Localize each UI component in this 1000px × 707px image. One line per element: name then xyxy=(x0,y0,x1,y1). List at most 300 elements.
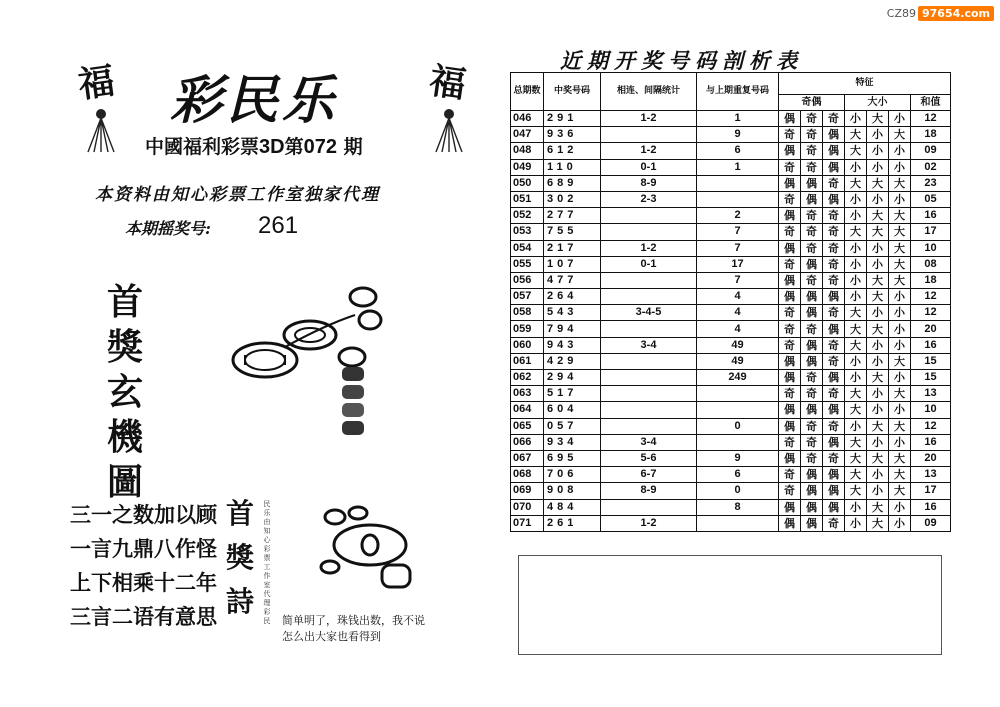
watermark-prefix: CZ89 xyxy=(886,6,916,20)
odd-even-cell: 奇 xyxy=(823,175,845,191)
table-row xyxy=(511,515,951,531)
winning-number-cell: 689 xyxy=(544,175,601,191)
gap-cell: 8-9 xyxy=(601,175,697,191)
odd-even-cell: 偶 xyxy=(823,467,845,483)
odd-even-cell: 奇 xyxy=(801,434,823,450)
sum-cell: 10 xyxy=(911,240,951,256)
issue-cell: 053 xyxy=(511,224,544,240)
odd-even-cell: 奇 xyxy=(779,191,801,207)
odd-even-cell: 奇 xyxy=(823,515,845,531)
table-row xyxy=(511,159,951,175)
big-small-cell: 小 xyxy=(845,289,867,305)
issue-cell: 048 xyxy=(511,143,544,159)
odd-even-cell: 偶 xyxy=(801,289,823,305)
issue-cell: 071 xyxy=(511,515,544,531)
odd-even-cell: 奇 xyxy=(823,337,845,353)
odd-even-cell: 奇 xyxy=(779,386,801,402)
table-row xyxy=(511,370,951,386)
tassel-icon xyxy=(432,108,466,154)
big-small-cell: 大 xyxy=(867,515,889,531)
big-small-cell: 小 xyxy=(889,305,911,321)
sum-cell: 05 xyxy=(911,191,951,207)
issue-cell: 066 xyxy=(511,434,544,450)
issue-prefix: 中國福利彩票 xyxy=(145,136,260,158)
big-small-cell: 小 xyxy=(867,402,889,418)
draw-label: 本期摇奖号: xyxy=(125,219,211,238)
puzzle-title-char: 首 xyxy=(106,281,143,323)
big-small-cell: 大 xyxy=(889,256,911,272)
big-small-cell: 小 xyxy=(845,191,867,207)
sum-cell: 09 xyxy=(911,515,951,531)
issue-line xyxy=(145,132,363,159)
odd-even-cell: 奇 xyxy=(779,321,801,337)
gap-cell xyxy=(601,370,697,386)
table-row xyxy=(511,191,951,207)
big-small-cell: 小 xyxy=(889,434,911,450)
odd-even-cell: 奇 xyxy=(823,208,845,224)
winning-number-cell: 264 xyxy=(544,289,601,305)
big-small-cell: 小 xyxy=(889,111,911,127)
odd-even-cell: 偶 xyxy=(779,418,801,434)
winning-number-cell: 934 xyxy=(544,434,601,450)
sum-cell: 13 xyxy=(911,467,951,483)
odd-even-cell: 奇 xyxy=(801,450,823,466)
big-small-cell: 大 xyxy=(889,483,911,499)
caption-line: 简单明了，珠钱出数，我不说 xyxy=(282,614,425,627)
sum-cell: 02 xyxy=(911,159,951,175)
big-small-cell: 大 xyxy=(889,127,911,143)
big-small-cell: 小 xyxy=(867,386,889,402)
sum-cell: 17 xyxy=(911,224,951,240)
odd-even-cell: 偶 xyxy=(801,191,823,207)
big-small-cell: 大 xyxy=(845,434,867,450)
vertical-note-char: 票 xyxy=(263,554,271,562)
winning-number-cell: 794 xyxy=(544,321,601,337)
issue-cell: 054 xyxy=(511,240,544,256)
repeat-cell: 1 xyxy=(697,159,779,175)
vertical-note-char: 室 xyxy=(263,581,271,589)
poem-caption xyxy=(282,613,425,645)
odd-even-cell: 偶 xyxy=(823,402,845,418)
winning-number-cell: 543 xyxy=(544,305,601,321)
header-issue: 总期数 xyxy=(511,73,544,111)
odd-even-cell: 奇 xyxy=(801,272,823,288)
issue-cell: 049 xyxy=(511,159,544,175)
repeat-cell: 9 xyxy=(697,450,779,466)
repeat-cell: 7 xyxy=(697,240,779,256)
poem-title xyxy=(225,492,255,624)
repeat-cell: 17 xyxy=(697,256,779,272)
vertical-note-char: 知 xyxy=(263,527,271,535)
big-small-cell: 大 xyxy=(845,175,867,191)
table-row xyxy=(511,321,951,337)
odd-even-cell: 奇 xyxy=(823,224,845,240)
vertical-note-char: 理 xyxy=(263,599,271,607)
gap-cell: 1-2 xyxy=(601,240,697,256)
draw-number: 261 xyxy=(258,212,299,239)
odd-even-cell: 偶 xyxy=(823,499,845,515)
winning-number-cell: 217 xyxy=(544,240,601,256)
big-small-cell: 小 xyxy=(867,337,889,353)
sum-cell: 20 xyxy=(911,321,951,337)
fu-character-right: 福 xyxy=(426,59,469,107)
odd-even-cell: 偶 xyxy=(801,467,823,483)
big-small-cell: 小 xyxy=(889,321,911,337)
big-small-cell: 小 xyxy=(867,240,889,256)
repeat-cell: 9 xyxy=(697,127,779,143)
repeat-cell xyxy=(697,175,779,191)
big-small-cell: 大 xyxy=(867,175,889,191)
odd-even-cell: 偶 xyxy=(779,289,801,305)
table-row xyxy=(511,483,951,499)
gap-cell: 5-6 xyxy=(601,450,697,466)
big-small-cell: 小 xyxy=(845,256,867,272)
odd-even-cell: 偶 xyxy=(779,143,801,159)
repeat-cell: 0 xyxy=(697,483,779,499)
sum-cell: 17 xyxy=(911,483,951,499)
big-small-cell: 小 xyxy=(889,143,911,159)
big-small-cell: 大 xyxy=(889,450,911,466)
table-body xyxy=(511,111,951,532)
winning-number-cell: 936 xyxy=(544,127,601,143)
winning-number-cell: 294 xyxy=(544,370,601,386)
issue-cell: 047 xyxy=(511,127,544,143)
big-small-cell: 小 xyxy=(867,483,889,499)
sum-cell: 12 xyxy=(911,111,951,127)
notes-box xyxy=(518,555,942,655)
odd-even-cell: 偶 xyxy=(779,515,801,531)
odd-even-cell: 偶 xyxy=(801,175,823,191)
gap-cell xyxy=(601,321,697,337)
header-repeat: 与上期重复号码 xyxy=(697,73,779,111)
odd-even-cell: 奇 xyxy=(779,224,801,240)
repeat-cell: 7 xyxy=(697,272,779,288)
odd-even-cell: 奇 xyxy=(801,111,823,127)
fu-character-left: 福 xyxy=(75,59,118,107)
puzzle-title-char: 圖 xyxy=(106,461,143,503)
big-small-cell: 小 xyxy=(845,208,867,224)
big-small-cell: 大 xyxy=(845,127,867,143)
issue-cell: 057 xyxy=(511,289,544,305)
table-row xyxy=(511,386,951,402)
odd-even-cell: 奇 xyxy=(823,272,845,288)
odd-even-cell: 偶 xyxy=(779,499,801,515)
issue-di: 第 xyxy=(284,136,304,158)
caption-line: 怎么出大家也看得到 xyxy=(282,630,381,643)
gap-cell: 3-4 xyxy=(601,337,697,353)
winning-number-cell: 110 xyxy=(544,159,601,175)
odd-even-cell: 偶 xyxy=(801,499,823,515)
big-small-cell: 小 xyxy=(867,159,889,175)
gap-cell: 0-1 xyxy=(601,159,697,175)
odd-even-cell: 奇 xyxy=(779,127,801,143)
gap-cell xyxy=(601,353,697,369)
repeat-cell xyxy=(697,386,779,402)
agent-line: 本资料由知心彩票工作室独家代理 xyxy=(95,185,380,205)
issue-cell: 056 xyxy=(511,272,544,288)
odd-even-cell: 偶 xyxy=(801,402,823,418)
gap-cell: 1-2 xyxy=(601,111,697,127)
table-row xyxy=(511,256,951,272)
big-small-cell: 大 xyxy=(845,402,867,418)
poem-line: 一言九鼎八作怪 xyxy=(70,537,217,561)
odd-even-cell: 奇 xyxy=(823,450,845,466)
odd-even-cell: 偶 xyxy=(823,143,845,159)
gap-cell xyxy=(601,289,697,305)
big-small-cell: 大 xyxy=(867,272,889,288)
big-small-cell: 小 xyxy=(889,402,911,418)
vertical-note xyxy=(262,500,272,626)
sum-cell: 13 xyxy=(911,386,951,402)
winning-number-cell: 517 xyxy=(544,386,601,402)
poem-title-char: 詩 xyxy=(225,585,254,618)
big-small-cell: 大 xyxy=(867,499,889,515)
gap-cell: 8-9 xyxy=(601,483,697,499)
poem-title-char: 獎 xyxy=(225,541,254,574)
sum-cell: 15 xyxy=(911,353,951,369)
tassel-icon xyxy=(84,108,118,154)
odd-even-cell: 偶 xyxy=(779,370,801,386)
table-row xyxy=(511,240,951,256)
big-small-cell: 大 xyxy=(867,111,889,127)
odd-even-cell: 偶 xyxy=(779,175,801,191)
odd-even-cell: 偶 xyxy=(779,111,801,127)
odd-even-cell: 偶 xyxy=(779,353,801,369)
big-small-cell: 大 xyxy=(889,418,911,434)
odd-even-cell: 奇 xyxy=(823,386,845,402)
gap-cell: 3-4 xyxy=(601,434,697,450)
big-small-cell: 大 xyxy=(889,240,911,256)
winning-number-cell: 107 xyxy=(544,256,601,272)
gap-cell xyxy=(601,386,697,402)
issue-cell: 060 xyxy=(511,337,544,353)
sum-cell: 12 xyxy=(911,289,951,305)
big-small-cell: 小 xyxy=(889,191,911,207)
odd-even-cell: 奇 xyxy=(801,159,823,175)
odd-even-cell: 奇 xyxy=(823,111,845,127)
big-small-cell: 小 xyxy=(889,289,911,305)
gap-cell: 2-3 xyxy=(601,191,697,207)
big-small-cell: 大 xyxy=(845,483,867,499)
odd-even-cell: 偶 xyxy=(801,353,823,369)
odd-even-cell: 奇 xyxy=(801,127,823,143)
big-small-cell: 小 xyxy=(867,127,889,143)
sum-cell: 16 xyxy=(911,434,951,450)
puzzle-title-char: 獎 xyxy=(106,326,143,368)
odd-even-cell: 偶 xyxy=(801,337,823,353)
odd-even-cell: 偶 xyxy=(779,272,801,288)
header-number: 中奖号码 xyxy=(544,73,601,111)
header-big-small: 大小 xyxy=(845,95,911,111)
big-small-cell: 小 xyxy=(889,337,911,353)
table-row xyxy=(511,143,951,159)
sum-cell: 08 xyxy=(911,256,951,272)
big-small-cell: 小 xyxy=(889,515,911,531)
odd-even-cell: 奇 xyxy=(823,240,845,256)
repeat-cell: 249 xyxy=(697,370,779,386)
big-small-cell: 小 xyxy=(845,159,867,175)
table-row xyxy=(511,353,951,369)
winning-number-cell: 612 xyxy=(544,143,601,159)
gap-cell xyxy=(601,224,697,240)
poem-line: 三言二语有意思 xyxy=(70,605,217,629)
winning-number-cell: 604 xyxy=(544,402,601,418)
table-row xyxy=(511,272,951,288)
odd-even-cell: 奇 xyxy=(801,208,823,224)
brand-title: 彩民乐 xyxy=(170,70,339,131)
table-row xyxy=(511,127,951,143)
big-small-cell: 大 xyxy=(867,208,889,224)
big-small-cell: 大 xyxy=(889,208,911,224)
big-small-cell: 大 xyxy=(867,418,889,434)
table-title: 近期开奖号码剖析表 xyxy=(560,48,803,73)
poem-drawing xyxy=(300,505,420,605)
big-small-cell: 小 xyxy=(867,434,889,450)
winning-number-cell: 429 xyxy=(544,353,601,369)
table-row xyxy=(511,499,951,515)
sum-cell: 20 xyxy=(911,450,951,466)
sum-cell: 15 xyxy=(911,370,951,386)
sum-cell: 16 xyxy=(911,337,951,353)
odd-even-cell: 偶 xyxy=(779,240,801,256)
odd-even-cell: 奇 xyxy=(801,240,823,256)
big-small-cell: 小 xyxy=(867,191,889,207)
big-small-cell: 小 xyxy=(845,370,867,386)
odd-even-cell: 偶 xyxy=(823,191,845,207)
vertical-note-char: 民 xyxy=(263,617,271,625)
table-row xyxy=(511,289,951,305)
sum-cell: 10 xyxy=(911,402,951,418)
puzzle-drawing xyxy=(225,285,400,440)
prize-poem xyxy=(70,498,217,634)
big-small-cell: 大 xyxy=(867,450,889,466)
odd-even-cell: 奇 xyxy=(801,143,823,159)
issue-suffix: 期 xyxy=(343,136,363,158)
repeat-cell: 7 xyxy=(697,224,779,240)
big-small-cell: 小 xyxy=(867,143,889,159)
puzzle-title-char: 機 xyxy=(106,416,143,458)
table-row xyxy=(511,467,951,483)
issue-cell: 052 xyxy=(511,208,544,224)
repeat-cell xyxy=(697,402,779,418)
sum-cell: 16 xyxy=(911,499,951,515)
odd-even-cell: 奇 xyxy=(779,337,801,353)
issue-cell: 061 xyxy=(511,353,544,369)
winning-number-cell: 057 xyxy=(544,418,601,434)
site-watermark xyxy=(887,4,994,22)
odd-even-cell: 奇 xyxy=(779,305,801,321)
issue-cell: 067 xyxy=(511,450,544,466)
winning-number-cell: 477 xyxy=(544,272,601,288)
repeat-cell: 8 xyxy=(697,499,779,515)
odd-even-cell: 偶 xyxy=(823,127,845,143)
repeat-cell: 4 xyxy=(697,289,779,305)
table-row xyxy=(511,224,951,240)
repeat-cell xyxy=(697,434,779,450)
repeat-cell: 2 xyxy=(697,208,779,224)
table-row xyxy=(511,208,951,224)
sum-cell: 12 xyxy=(911,418,951,434)
vertical-note-char: 乐 xyxy=(263,509,271,517)
odd-even-cell: 偶 xyxy=(779,208,801,224)
sum-cell: 16 xyxy=(911,208,951,224)
repeat-cell: 1 xyxy=(697,111,779,127)
winning-number-cell: 755 xyxy=(544,224,601,240)
big-small-cell: 大 xyxy=(889,353,911,369)
watermark-domain: 97654.com xyxy=(918,6,994,21)
issue-cell: 046 xyxy=(511,111,544,127)
sum-cell: 18 xyxy=(911,272,951,288)
vertical-note-char: 彩 xyxy=(263,545,271,553)
vertical-note-char: 彩 xyxy=(263,608,271,616)
odd-even-cell: 奇 xyxy=(779,159,801,175)
issue-cell: 058 xyxy=(511,305,544,321)
poem-line: 三一之数加以顾 xyxy=(70,503,217,527)
issue-cell: 065 xyxy=(511,418,544,434)
winning-number-cell: 484 xyxy=(544,499,601,515)
issue-cell: 069 xyxy=(511,483,544,499)
vertical-note-char: 由 xyxy=(263,518,271,526)
big-small-cell: 大 xyxy=(889,224,911,240)
sum-cell: 09 xyxy=(911,143,951,159)
odd-even-cell: 偶 xyxy=(823,483,845,499)
issue-cell: 062 xyxy=(511,370,544,386)
winning-number-cell: 277 xyxy=(544,208,601,224)
gap-cell xyxy=(601,208,697,224)
gap-cell xyxy=(601,272,697,288)
odd-even-cell: 奇 xyxy=(823,353,845,369)
gap-cell: 0-1 xyxy=(601,256,697,272)
big-small-cell: 大 xyxy=(845,305,867,321)
poem-title-char: 首 xyxy=(225,497,254,530)
big-small-cell: 小 xyxy=(845,272,867,288)
gap-cell: 1-2 xyxy=(601,143,697,159)
winning-number-cell: 908 xyxy=(544,483,601,499)
big-small-cell: 小 xyxy=(845,353,867,369)
table-row xyxy=(511,305,951,321)
issue-cell: 055 xyxy=(511,256,544,272)
odd-even-cell: 偶 xyxy=(779,402,801,418)
big-small-cell: 小 xyxy=(889,499,911,515)
odd-even-cell: 偶 xyxy=(823,159,845,175)
table-row xyxy=(511,175,951,191)
big-small-cell: 大 xyxy=(889,467,911,483)
issue-cell: 063 xyxy=(511,386,544,402)
odd-even-cell: 奇 xyxy=(779,467,801,483)
odd-even-cell: 奇 xyxy=(779,434,801,450)
big-small-cell: 小 xyxy=(845,111,867,127)
issue-number: 072 xyxy=(303,136,337,158)
repeat-cell: 49 xyxy=(697,337,779,353)
table-row xyxy=(511,450,951,466)
big-small-cell: 小 xyxy=(845,240,867,256)
repeat-cell: 6 xyxy=(697,143,779,159)
big-small-cell: 大 xyxy=(889,272,911,288)
issue-3d: 3D xyxy=(259,136,285,158)
big-small-cell: 小 xyxy=(867,256,889,272)
issue-cell: 059 xyxy=(511,321,544,337)
issue-cell: 050 xyxy=(511,175,544,191)
gap-cell xyxy=(601,127,697,143)
vertical-note-char: 代 xyxy=(263,590,271,598)
header-gap: 相连、间隔统计 xyxy=(601,73,697,111)
vertical-note-char: 民 xyxy=(263,500,271,508)
repeat-cell: 49 xyxy=(697,353,779,369)
table-row xyxy=(511,337,951,353)
odd-even-cell: 偶 xyxy=(801,305,823,321)
issue-cell: 064 xyxy=(511,402,544,418)
odd-even-cell: 奇 xyxy=(801,370,823,386)
